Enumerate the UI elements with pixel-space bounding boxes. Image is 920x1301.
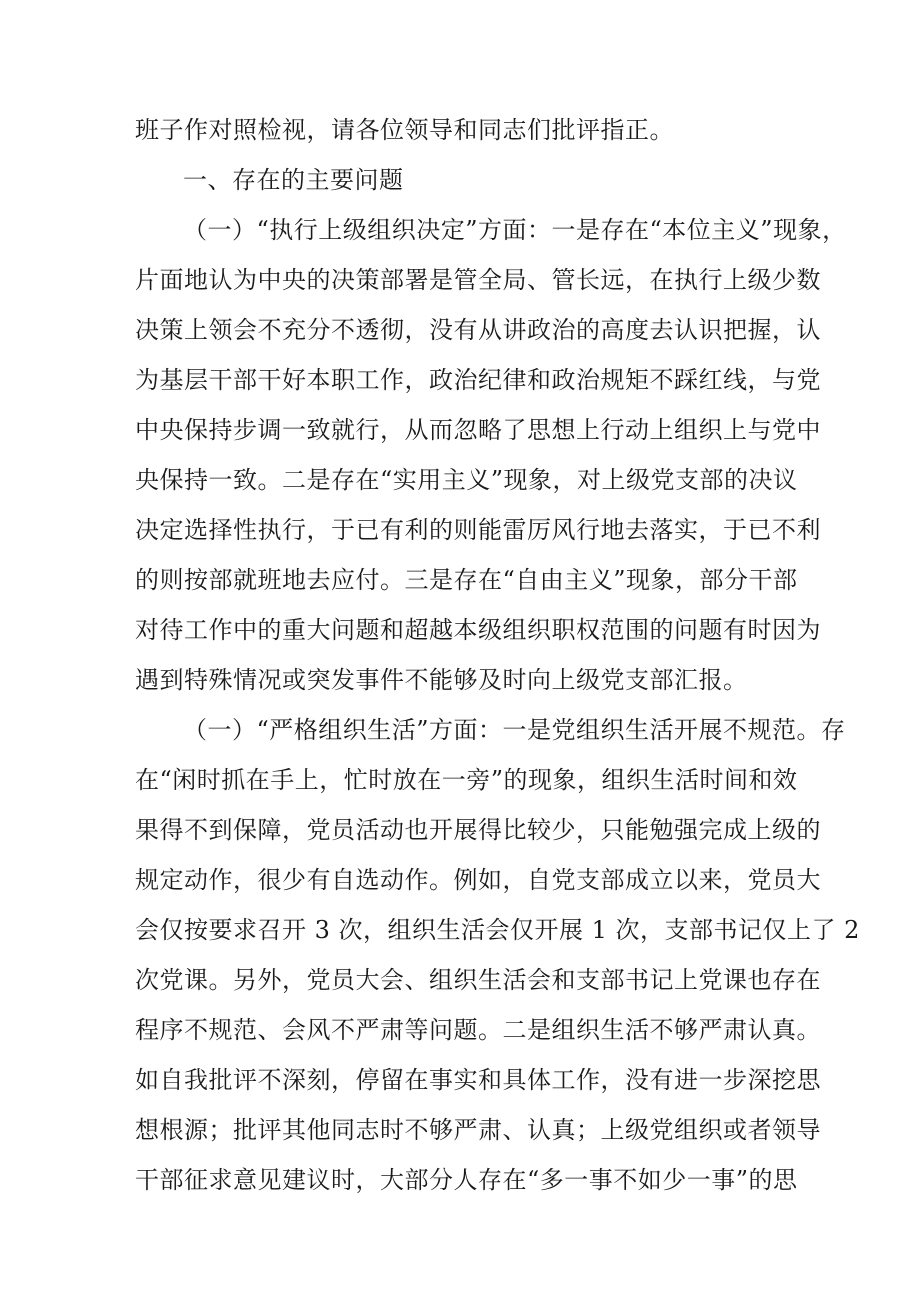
paragraph-line: 片面地认为中央的决策部署是管全局、管长远，在执行上级少数 xyxy=(135,266,821,294)
paragraph-line: 程序不规范、会风不严肃等问题。二是组织生活不够严肃认真。 xyxy=(135,1016,821,1044)
paragraph-line: 如自我批评不深刻，停留在事实和具体工作，没有进一步深挖思 xyxy=(135,1066,821,1094)
paragraph-line: 中央保持步调一致就行，从而忽略了思想上行动上组织上与党中 xyxy=(135,416,821,444)
paragraph-line: 对待工作中的重大问题和超越本级组织职权范围的问题有时因为 xyxy=(135,616,821,644)
paragraph-line: 规定动作，很少有自选动作。例如，自党支部成立以来，党员大 xyxy=(135,866,821,894)
paragraph-line: 的则按部就班地去应付。三是存在“自由主义”现象，部分干部 xyxy=(135,566,798,594)
paragraph-line: 果得不到保障，党员活动也开展得比较少，只能勉强完成上级的 xyxy=(135,816,821,844)
paragraph-line: 决定选择性执行，于已有利的则能雷厉风行地去落实，于已不利 xyxy=(135,516,821,544)
paragraph-line: 会仅按要求召开 3 次，组织生活会仅开展 1 次，支部书记仅上了 2 xyxy=(135,916,860,944)
paragraph-line: 在“闲时抓在手上，忙时放在一旁”的现象，组织生活时间和效 xyxy=(135,766,798,794)
section-heading: 一、存在的主要问题 xyxy=(183,166,404,194)
paragraph-line: （一）“执行上级组织决定”方面：一是存在“本位主义”现象， xyxy=(183,216,847,244)
paragraph-line: 次党课。另外，党员大会、组织生活会和支部书记上党课也存在 xyxy=(135,966,821,994)
intro-tail-line: 班子作对照检视，请各位领导和同志们批评指正。 xyxy=(135,116,674,144)
paragraph-line: 央保持一致。二是存在“实用主义”现象，对上级党支部的决议 xyxy=(135,466,798,494)
paragraph-line: 决策上领会不充分不透彻，没有从讲政治的高度去认识把握，认 xyxy=(135,316,821,344)
paragraph-line: （一）“严格组织生活”方面：一是党组织生活开展不规范。存 xyxy=(183,716,846,744)
paragraph-line: 干部征求意见建议时，大部分人存在“多一事不如少一事”的思 xyxy=(135,1166,798,1194)
paragraph-line: 遇到特殊情况或突发事件不能够及时向上级党支部汇报。 xyxy=(135,666,748,694)
paragraph-line: 想根源；批评其他同志时不够严肃、认真；上级党组织或者领导 xyxy=(135,1116,821,1144)
paragraph-line: 为基层干部干好本职工作，政治纪律和政治规矩不踩红线，与党 xyxy=(135,366,821,394)
